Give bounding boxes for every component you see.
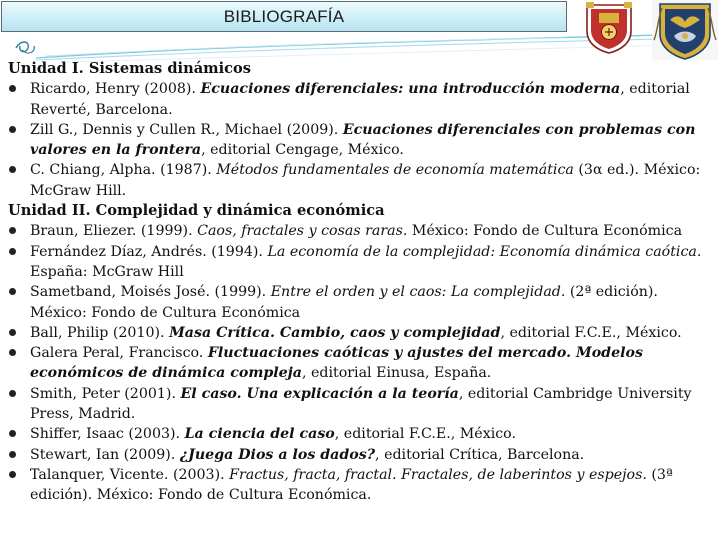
reference-author-year: Zill G., Dennis y Cullen R., Michael (2009). [30,121,343,138]
reference-publisher: , editorial F.C.E., México. [500,324,682,341]
reference-author-year: Ricardo, Henry (2008). [30,81,201,98]
section-heading: Unidad II. Complejidad y dinámica económica [8,202,385,220]
reference-title: Fluctuaciones caóticas y ajustes del mercado. Modelos económicos de dinámica compleja [30,345,643,382]
reference-author-year: Sametband, Moisés José. (1999). [30,284,271,301]
reference-item [8,79,716,120]
bullet-icon [9,430,16,437]
reference-title: La ciencia del caso [184,426,335,443]
reference-author-year: Talanquer, Vicente. (2003). [30,466,230,483]
bullet-icon [9,227,16,234]
reference-publisher: , editorial Einusa, España. [302,365,492,382]
reference-publisher: (2ª edición). México: Fondo de Cultura Económica [30,284,658,321]
reference-author-year: Shiffer, Isaac (2003). [30,426,185,443]
reference-publisher: (3ª edición). México: Fondo de Cultura Económica. [30,466,673,504]
reference-title: Ecuaciones diferenciales con problemas con valores en la frontera [30,121,696,159]
reference-title: ¿Juega Dios a los dados? [179,446,376,463]
bullet-icon [9,349,16,356]
reference-title: Caos, fractales y cosas raras. [197,223,408,240]
reference-publisher: , editorial F.C.E., México. [334,426,516,443]
reference-item [8,120,716,161]
reference-item [8,445,716,465]
bibliography-content [8,59,716,506]
reference-author-year: Stewart, Ian (2009). [30,446,180,463]
bullet-icon [9,471,16,478]
faculty-shield-logo [583,1,635,54]
reference-author-year: Braun, Eliezer. (1999). [30,223,198,240]
university-crest-logo [652,0,718,60]
reference-publisher: , editorial Cambridge University Press, Madrid. [30,385,692,423]
reference-item [8,323,716,343]
reference-publisher: , editorial Reverté, Barcelona. [30,81,690,118]
bullet-icon [9,126,16,133]
reference-author-year: Galera Peral, Francisco. [30,345,208,362]
bullet-icon [9,451,16,458]
reference-title: Métodos fundamentales de economía matemática [216,162,574,179]
reference-publisher: , editorial Crítica, Barcelona. [375,446,585,463]
reference-publisher: (3α ed.). México: McGraw Hill. [30,162,701,199]
reference-item [8,465,716,506]
bullet-icon [9,85,16,92]
reference-publisher: , editorial Cengage, México. [201,142,404,159]
section-heading: Unidad I. Sistemas dinámicos [8,60,251,77]
reference-author-year: Smith, Peter (2001). [30,385,181,402]
reference-item [8,424,716,444]
reference-item [8,160,716,201]
reference-title: Entre el orden y el caos: La complejidad. [270,284,566,301]
reference-item [8,242,716,283]
reference-author-year: Ball, Philip (2010). [30,324,170,341]
bullet-icon [9,329,16,336]
reference-item [8,282,716,323]
title-bar [1,1,567,32]
reference-author-year: C. Chiang, Alpha. (1987). [30,162,217,179]
reference-title: Ecuaciones diferenciales: una introducción moderna [200,81,621,98]
bullet-icon [9,288,16,295]
reference-author-year: Fernández Díaz, Andrés. (1994). [30,243,268,260]
reference-publisher: México: Fondo de Cultura Económica [407,223,683,240]
bullet-icon [9,248,16,255]
reference-title: La economía de la complejidad: Economía dinámica caótica. [267,243,702,260]
bullet-icon [9,166,16,173]
reference-item [8,343,716,384]
reference-title: Masa Crítica. Cambio, caos y complejidad [169,324,501,341]
bullet-icon [9,390,16,397]
page-title: BIBLIOGRAFÍA [223,6,345,26]
reference-item [8,221,716,241]
reference-item [8,384,716,425]
reference-title: El caso. Una explicación a la teoría [180,385,459,402]
reference-publisher: España: McGraw Hill [30,263,184,280]
reference-title: Fractus, fracta, fractal. Fractales, de laberintos y espejos. [229,466,647,483]
